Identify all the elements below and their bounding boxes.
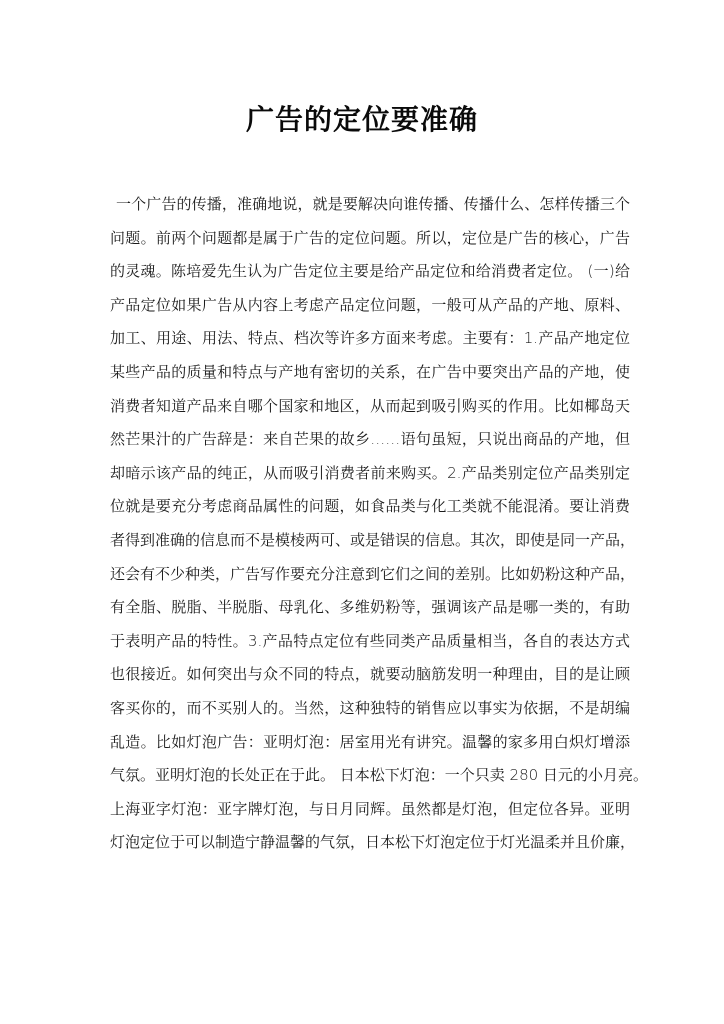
body-line: 一个广告的传播，准确地说，就是要解决向谁传播、传播什么、怎样传播三个: [116, 195, 630, 213]
body-line: 者得到准确的信息而不是模棱两可、或是错误的信息。其次，即使是同一产品，: [110, 530, 636, 549]
body-line: 消费者知道产品来自哪个国家和地区，从而起到吸引购买的作用。比如椰岛天: [110, 396, 630, 415]
body-line: 上海亚字灯泡：亚字牌灯泡，与日月同辉。虽然都是灯泡，但定位各异。亚明: [110, 799, 630, 818]
body-line: 某些产品的质量和特点与产地有密切的关系，在广告中要突出产品的产地，使: [110, 362, 630, 381]
body-line: 灯泡定位于可以制造宁静温馨的气氛，日本松下灯泡定位于灯光温柔并且价廉，: [110, 833, 636, 852]
body-line: 的灵魂。陈培爱先生认为广告定位主要是给产品定位和给消费者定位。 (一)给: [110, 262, 630, 281]
body-line: 位就是要充分考虑商品属性的问题，如食品类与化工类就不能混淆。要让消费: [110, 497, 630, 516]
body-line: 客买你的，而不买别人的。当然，这种独特的销售应以事实为依据，不是胡编: [110, 698, 630, 717]
document-title: 广告的定位要准确: [245, 103, 478, 136]
body-line: 气氛。亚明灯泡的长处正在于此。 日本松下灯泡：一个只卖 280 日元的小月亮。: [110, 766, 648, 785]
body-line: 于表明产品的特性。3.产品特点定位有些同类产品质量相当，各自的表达方式: [110, 631, 630, 650]
body-line: 却暗示该产品的纯正，从而吸引消费者前来购买。2.产品类别定位产品类别定: [110, 463, 630, 482]
body-line: 然芒果汁的广告辞是：来自芒果的故乡……语句虽短，只说出商品的产地，但: [110, 430, 630, 449]
body-line: 问题。前两个问题都是属于广告的定位问题。所以，定位是广告的核心，广告: [110, 228, 630, 247]
body-line: 有全脂、脱脂、半脱脂、母乳化、多维奶粉等，强调该产品是哪一类的，有助: [110, 598, 630, 617]
document-body: [110, 188, 648, 860]
body-line: 乱造。比如灯泡广告：亚明灯泡：居室用光有讲究。温馨的家多用白炽灯增添: [110, 732, 630, 751]
body-line: 加工、用途、用法、特点、档次等许多方面来考虑。主要有：1.产品产地定位: [110, 329, 630, 348]
body-line: 还会有不少种类，广告写作要充分注意到它们之间的差别。比如奶粉这种产品，: [110, 564, 636, 583]
body-line: 也很接近。如何突出与众不同的特点，就要动脑筋发明一种理由，目的是让顾: [110, 665, 630, 684]
body-line: 产品定位如果广告从内容上考虑产品定位问题，一般可从产品的产地、原料、: [110, 295, 630, 314]
